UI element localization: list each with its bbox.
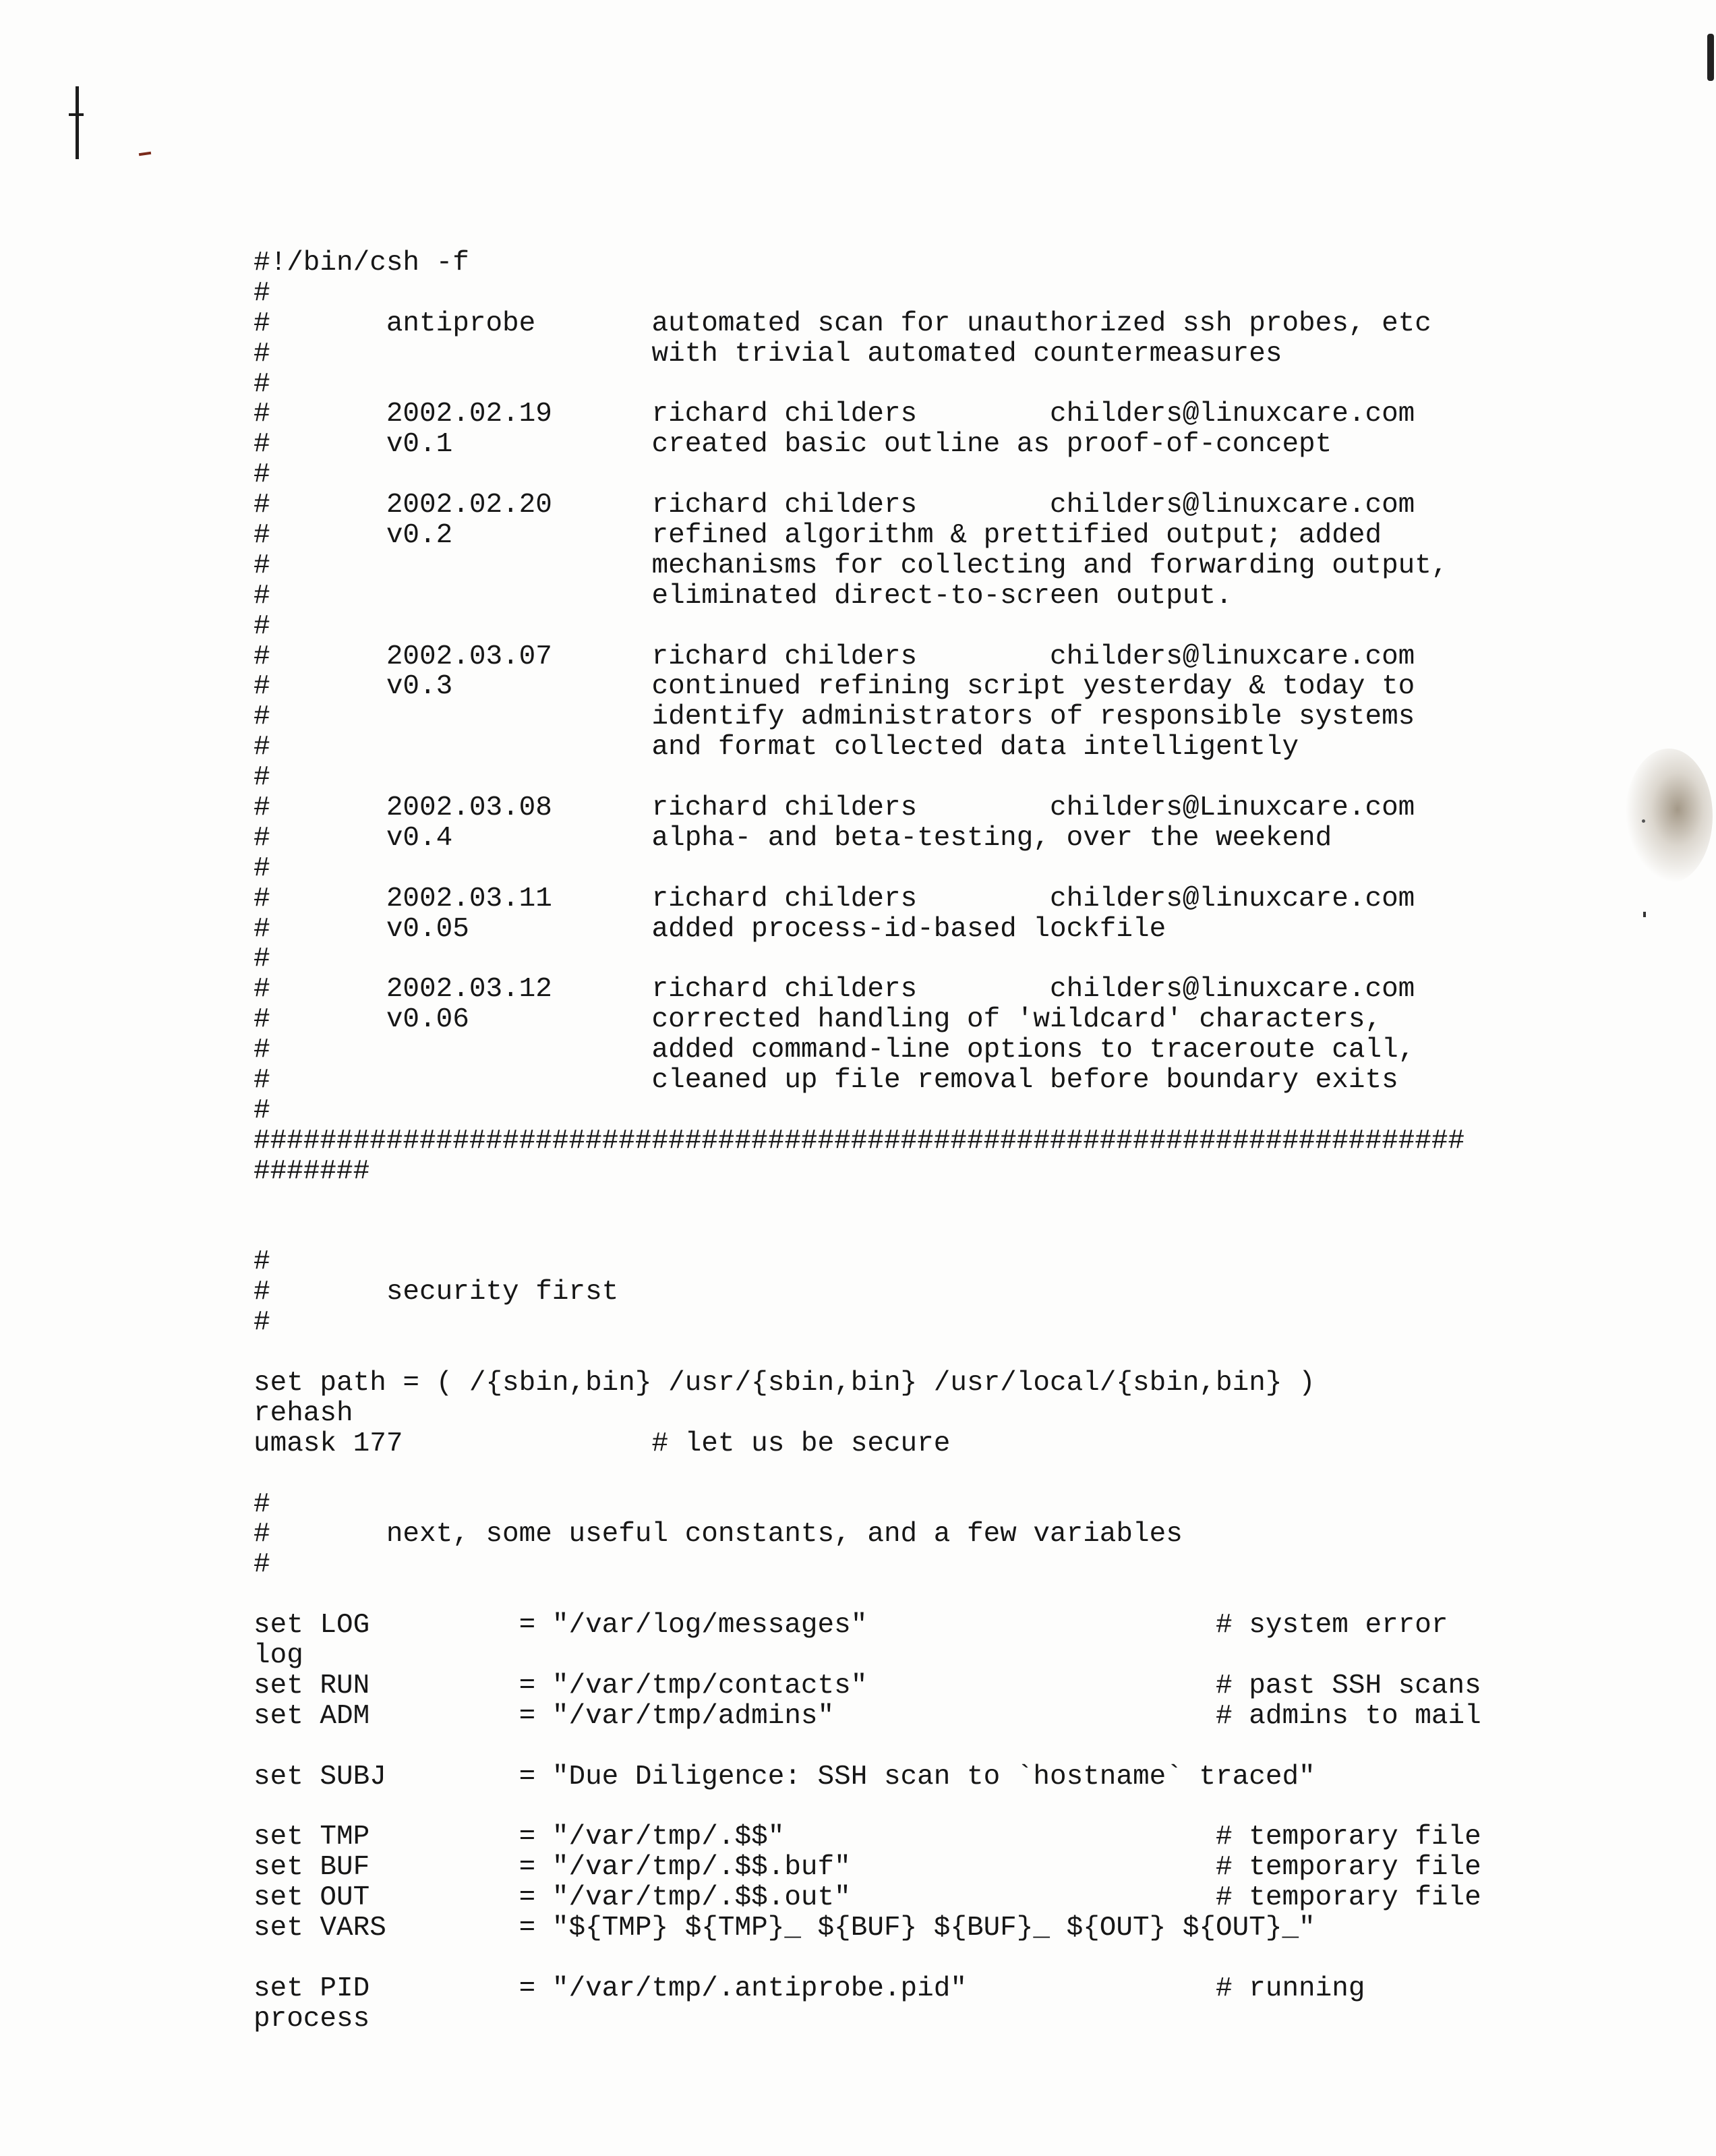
- pen-mark: [76, 86, 79, 159]
- blank-line: [254, 1732, 1481, 1762]
- code-line: # 2002.03.11 richard childers childers@linuxcare.com: [254, 883, 1415, 914]
- code-line: #: [254, 1246, 270, 1278]
- code-line: # antiprobe automated scan for unauthorized ssh probes, etc: [254, 308, 1431, 339]
- code-line: set SUBJ = "Due Diligence: SSH scan to `hostname` traced": [254, 1761, 1315, 1793]
- code-line: # v0.4 alpha- and beta-testing, over the weekend: [254, 822, 1332, 854]
- code-line: # 2002.03.08 richard childers childers@Linuxcare.com: [254, 792, 1415, 824]
- code-line: # added command-line options to traceroute call,: [254, 1035, 1415, 1066]
- code-line: set path = ( /{sbin,bin} /usr/{sbin,bin} /usr/local/{sbin,bin} ): [254, 1367, 1315, 1399]
- code-line: # mechanisms for collecting and forwarding output,: [254, 550, 1448, 581]
- blank-line: [254, 1580, 1481, 1610]
- blank-line: [254, 1792, 1481, 1822]
- code-line: set RUN = "/var/tmp/contacts" # past SSH scans: [254, 1670, 1481, 1701]
- code-line: #: [254, 459, 270, 491]
- code-line: # 2002.03.12 richard childers childers@linuxcare.com: [254, 974, 1415, 1006]
- code-line: rehash: [254, 1397, 353, 1429]
- code-line: #: [254, 277, 270, 309]
- blank-line: [254, 1459, 1481, 1490]
- binding-mark: [1707, 34, 1714, 81]
- code-line: # cleaned up file removal before boundary exits: [254, 1065, 1398, 1097]
- blank-line: [254, 1944, 1481, 1974]
- code-line: set OUT = "/var/tmp/.$$.out" # temporary file: [254, 1882, 1481, 1914]
- paper-speck: [1642, 819, 1645, 823]
- paper-smudge: [1625, 749, 1713, 883]
- code-line: #: [254, 368, 270, 400]
- code-line: set PID = "/var/tmp/.antiprobe.pid" # running: [254, 1973, 1365, 2004]
- code-line: # 2002.02.20 richard childers childers@linuxcare.com: [254, 490, 1415, 521]
- code-line: set BUF = "/var/tmp/.$$.buf" # temporary file: [254, 1852, 1481, 1884]
- code-line: #: [254, 943, 270, 975]
- code-line: #: [254, 1549, 270, 1581]
- code-line: set TMP = "/var/tmp/.$$" # temporary file: [254, 1822, 1481, 1853]
- code-line: # v0.06 corrected handling of 'wildcard' characters,: [254, 1004, 1382, 1036]
- code-line: # 2002.03.07 richard childers childers@linuxcare.com: [254, 641, 1415, 672]
- code-line: set VARS = "${TMP} ${TMP}_ ${BUF} ${BUF}_ ${OUT} ${OUT}_": [254, 1912, 1315, 1944]
- code-line: # v0.3 continued refining script yesterday & today to: [254, 671, 1415, 703]
- code-line: # v0.05 added process-id-based lockfile: [254, 913, 1166, 945]
- code-line: # identify administrators of responsible systems: [254, 701, 1415, 733]
- code-line: #: [254, 762, 270, 794]
- pen-mark: [69, 113, 84, 116]
- blank-line: [254, 1338, 1481, 1368]
- code-line: #: [254, 852, 270, 884]
- code-line: #: [254, 1095, 270, 1126]
- blank-line: [254, 1187, 1481, 1217]
- script-listing: [254, 248, 1481, 2035]
- code-line: # and format collected data intelligently: [254, 732, 1299, 763]
- code-line: # 2002.02.19 richard childers childers@linuxcare.com: [254, 399, 1415, 430]
- code-line: set LOG = "/var/log/messages" # system error: [254, 1610, 1448, 1641]
- ink-dash: [139, 152, 151, 156]
- code-line: #: [254, 1488, 270, 1520]
- code-line: process: [254, 2003, 370, 2035]
- code-line: #!/bin/csh -f: [254, 247, 469, 279]
- code-line: #: [254, 610, 270, 642]
- code-line: # next, some useful constants, and a few variables: [254, 1519, 1183, 1550]
- code-line: # security first: [254, 1277, 619, 1308]
- code-line: set ADM = "/var/tmp/admins" # admins to mail: [254, 1700, 1481, 1732]
- code-line: #: [254, 1307, 270, 1339]
- blank-line: [254, 1217, 1481, 1248]
- code-line: log: [254, 1639, 303, 1671]
- code-line: # with trivial automated countermeasures: [254, 338, 1282, 370]
- code-line: # v0.1 created basic outline as proof-of-concept: [254, 429, 1332, 461]
- code-line: umask 177 # let us be secure: [254, 1428, 951, 1459]
- separator-line: #########################################################################: [254, 1125, 1465, 1157]
- code-line: # eliminated direct-to-screen output.: [254, 580, 1233, 612]
- paper-speck: [1643, 912, 1646, 917]
- code-line: # v0.2 refined algorithm & prettified output; added: [254, 520, 1382, 552]
- separator-line: #######: [254, 1155, 370, 1187]
